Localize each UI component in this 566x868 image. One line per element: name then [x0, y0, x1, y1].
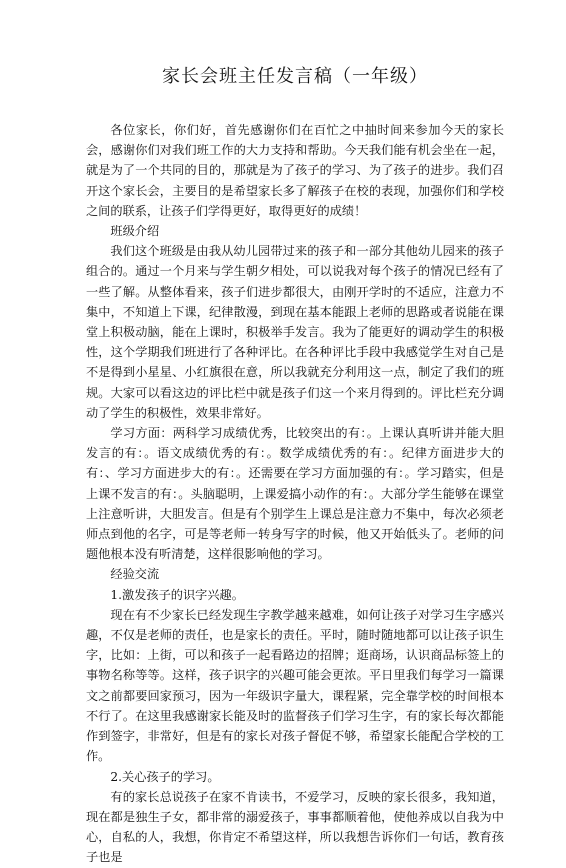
section-heading-class-intro: 班级介绍: [110, 224, 160, 239]
subheading-care-learning: 2.关心孩子的学习。: [110, 769, 220, 784]
care-learning-paragraph: 有的家长总说孩子在家不肯读书，不爱学习，反映的家长很多，我知道，现在都是独生子女，都非常的溺爱孩子，事事都顺着他，使他养成以自我为中心，自私的人，我想，你肯定不希望这样，所以我想告诉你们一句话，教育孩子也是: [86, 789, 504, 865]
literacy-interest-paragraph: 现在有不少家长已经发现生字教学越来越难，如何让孩子对学习生字感兴趣，不仅是老师的责任，也是家长的责任。平时，随时随地都可以让孩子识生字，比如：上街，可以和孩子一起看路边的招牌；逛商场，认识商品标签上的事物名称等等。这样，孩子识字的兴趣可能会更浓。平日里我们每学习一篇课文之前都要回家预习，因为一年级识字量大，课程紧，完全靠学校的时间根本不行了。在这里我感谢家长能及时的监督孩子们学习生字，有的家长每次都能作到签字，非常好，但是有的家长对孩子督促不够，希望家长能配合学校的工作。: [86, 607, 504, 764]
document-title: 家长会班主任发言稿（一年级）: [162, 66, 428, 87]
intro-paragraph: 各位家长，你们好，首先感谢你们在百忙之中抽时间来参加今天的家长会，感谢你们对我们班工作的大力支持和帮助。今天我们能有机会坐在一起，就是为了一个共同的目的，那就是为了孩子的学习、为了孩子的进步。我们召开这个家长会，主要目的是希望家长多了解孩子在校的表现，加强你们和学校之间的联系，让孩子们学得更好，取得更好的成绩！: [86, 123, 504, 218]
section-heading-experience: 经验交流: [110, 567, 160, 582]
subheading-literacy-interest: 1.激发孩子的识字兴趣。: [110, 587, 244, 602]
class-intro-paragraph: 我们这个班级是由我从幼儿园带过来的孩子和一部分其他幼儿园来的孩子组合的。通过一个月来与学生朝夕相处，可以说我对每个孩子的情况已经有了一些了解。从整体看来，孩子们进步都很大，由刚开学时的不适应，注意力不集中，不知道上下课，纪律散漫，到现在基本能跟上老师的思路或者说能在课堂上积极动脑，能在上课时，积极举手发言。我为了能更好的调动学生的积极性，这个学期我们班进行了各种评比。在各种评比手段中我感觉学生对自己是不是得到小星星、小红旗很在意，所以我就充分利用这一点，制定了我们的班规。大家可以看这边的评比栏中就是孩子们这一个来月得到的。评比栏充分调动了学生的积极性，效果非常好。: [86, 244, 504, 420]
study-performance-paragraph: 学习方面：两科学习成绩优秀，比较突出的有：。上课认真听讲并能大胆发言的有：。语文成绩优秀的有：。数学成绩优秀的有：。纪律方面进步大的有：、学习方面进步大的有：。还需要在学习方面加强的有：。学习踏实，但是上课不发言的有：。头脑聪明，上课爱搞小动作的有：。大部分学生能够在课堂上注意听讲，大胆发言。但是有个别学生上课总是注意力不集中，每次必须老师点到他的名字，可是等老师一转身写字的时候，他又开始低头了。老师的问题他根本没有听清楚，这样很影响他的学习。: [86, 426, 504, 562]
